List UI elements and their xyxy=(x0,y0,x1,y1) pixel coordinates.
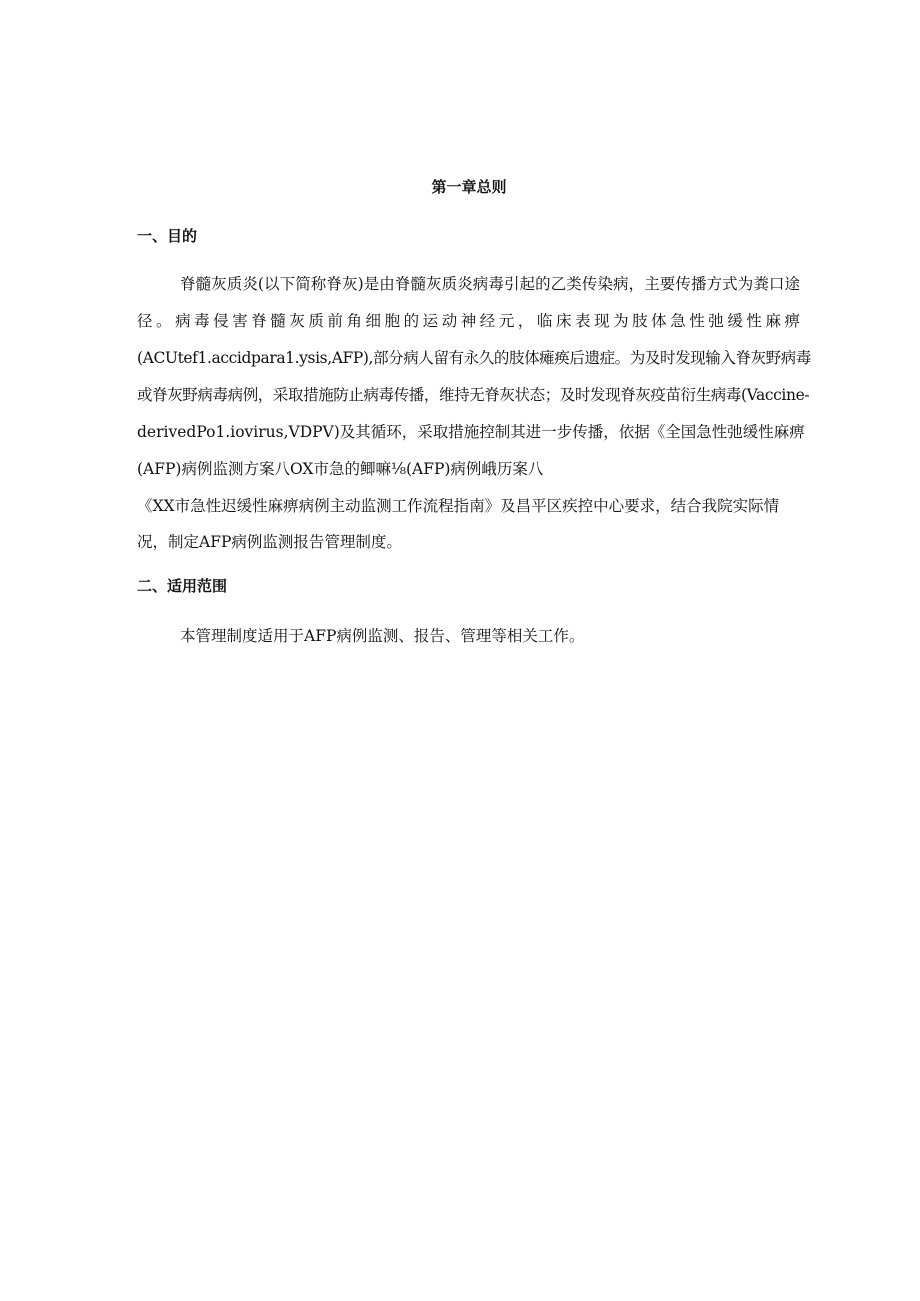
purpose-paragraph-line-5: derivedPo1.iovirus,VDPV)及其循环，采取措施控制其进一步传播，依据《全国急性弛缓性麻痹 xyxy=(137,423,805,441)
purpose-paragraph-line-4: 或脊灰野病毒病例，采取措施防止病毒传播，维持无脊灰状态；及时发现脊灰疫苗衍生病毒(Vaccine- xyxy=(137,386,810,404)
purpose-paragraph-line-6: (AFP)病例监测方案八OX市急的鲫嘛⅛(AFP)病例峨历案八 xyxy=(137,460,544,478)
scope-paragraph-line-1: 本管理制度适用于AFP病例监测、报告、管理等相关工作。 xyxy=(180,627,585,645)
purpose-paragraph-line-2: 径。病毒侵害脊髓灰质前角细胞的运动神经元，临床表现为肢体急性弛缓性麻痹 xyxy=(137,312,800,330)
section-heading-purpose: 一、目的 xyxy=(137,227,198,245)
purpose-paragraph-line-3: (ACUtef1.accidpara1.ysis,AFP),部分病人留有永久的肢体瘫痪后遗症。为及时发现输入脊灰野病毒 xyxy=(137,349,811,367)
chapter-title: 第一章总则 xyxy=(431,178,507,196)
section-heading-scope: 二、适用范围 xyxy=(137,577,228,595)
purpose-paragraph-line-7: 《XX市急性迟缓性麻痹病例主动监测工作流程指南》及昌平区疾控中心要求，结合我院实际情 xyxy=(137,497,780,515)
purpose-paragraph-line-1: 脊髓灰质炎(以下简称脊灰)是由脊髓灰质炎病毒引起的乙类传染病，主要传播方式为粪口途 xyxy=(180,275,800,293)
purpose-paragraph-line-8: 况，制定AFP病例监测报告管理制度。 xyxy=(137,533,402,551)
